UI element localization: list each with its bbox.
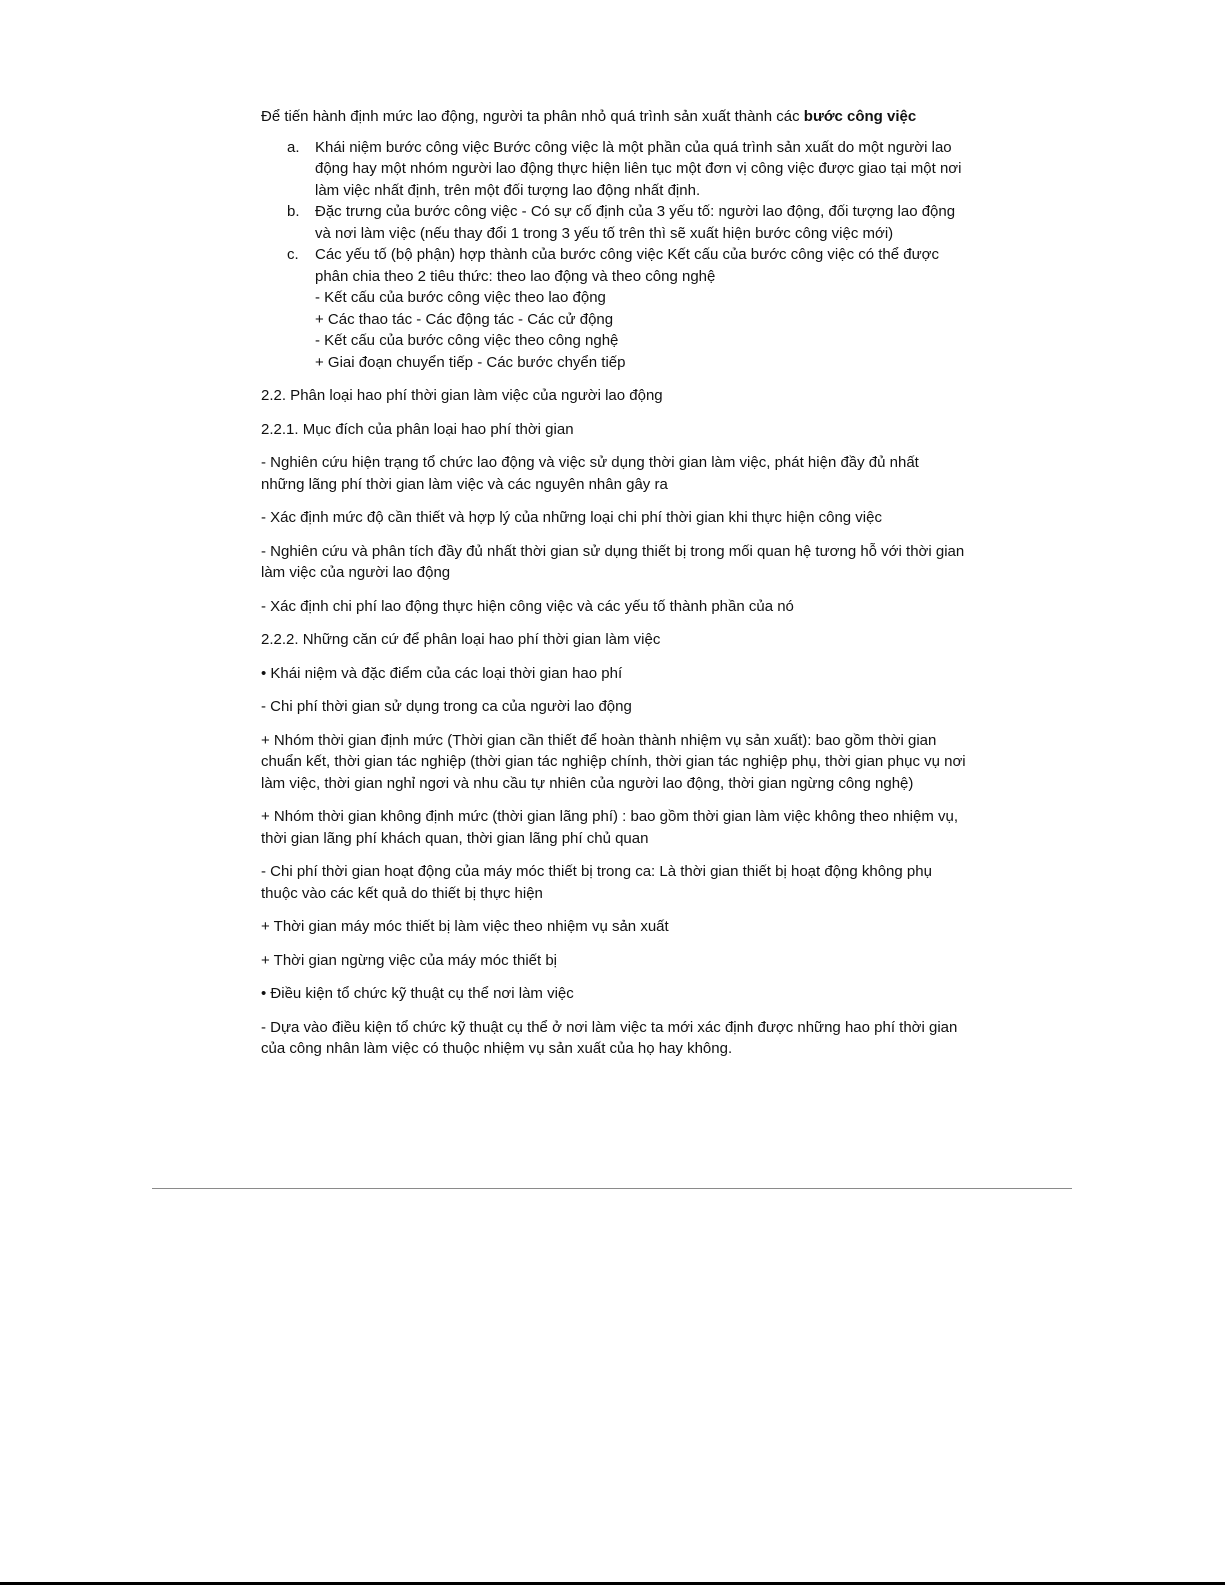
list-subline: + Các thao tác - Các động tác - Các cử động	[315, 310, 614, 328]
subsection-heading: 2.2.2. Những căn cứ để phân loại hao phí thời gian làm việc	[261, 631, 661, 648]
list-item	[261, 201, 966, 244]
document-body	[261, 106, 966, 1072]
intro-paragraph	[261, 106, 966, 128]
bullet-paragraph: • Khái niệm và đặc điểm của các loại thời gian hao phí	[261, 664, 623, 682]
paragraph: - Xác định chi phí lao động thực hiện công việc và các yếu tố thành phần của nó	[261, 597, 794, 615]
list-marker: a.	[287, 138, 300, 156]
paragraph: + Nhóm thời gian định mức (Thời gian cần thiết để hoàn thành nhiệm vụ sản xuất): bao gồm thời gian chuẩn kết, thời gian tác nghiệp (thời gian tác nghiệp chính, thời gian tác nghiệp phụ, thời gian phục vụ nơi làm việc, thời gian nghỉ ngơi và nhu cầu tự nhiên của người lao động, thời gian ngừng công nghệ)	[261, 731, 966, 792]
list-subline: + Giai đoạn chuyển tiếp - Các bước chyển tiếp	[315, 353, 626, 371]
list-subline: - Kết cấu của bước công việc theo công nghệ	[315, 332, 619, 349]
list-subline: - Kết cấu của bước công việc theo lao động	[315, 289, 606, 306]
list-item-text: Các yếu tố (bộ phận) hợp thành của bước công việc Kết cấu của bước công việc có thể được phân chia theo 2 tiêu thức: theo lao động và theo công nghệ	[315, 246, 939, 285]
intro-text: Để tiến hành định mức lao động, người ta phân nhỏ quá trình sản xuất thành các	[261, 108, 804, 125]
paragraph: - Chi phí thời gian sử dụng trong ca của người lao động	[261, 698, 632, 715]
step-list	[261, 137, 966, 374]
paragraph: + Thời gian ngừng việc của máy móc thiết bị	[261, 951, 558, 969]
list-item	[261, 244, 966, 373]
list-item-text: Đặc trưng của bước công việc - Có sự cố định của 3 yếu tố: người lao động, đối tượng lao động và nơi làm việc (nếu thay đổi 1 trong 3 yếu tố trên thì sẽ xuất hiện bước công việc mới)	[315, 203, 956, 242]
list-item-text: Khái niệm bước công việc Bước công việc là một phần của quá trình sản xuất do một người lao động hay một nhóm người lao động thực hiện liên tục một đơn vị công việc được giao tại một nơi làm việc nhất định, trên một đối tượng lao động nhất định.	[315, 138, 962, 199]
list-marker: b.	[287, 203, 300, 220]
paragraph: - Xác định mức độ cần thiết và hợp lý của những loại chi phí thời gian khi thực hiện công việc	[261, 509, 882, 526]
paragraph: - Nghiên cứu hiện trạng tổ chức lao động và việc sử dụng thời gian làm việc, phát hiện đầy đủ nhất những lãng phí thời gian làm việc và các nguyên nhân gây ra	[261, 454, 919, 493]
paragraph: - Nghiên cứu và phân tích đầy đủ nhất thời gian sử dụng thiết bị trong mối quan hệ tương hỗ với thời gian làm việc của người lao động	[261, 542, 965, 581]
paragraph: - Dựa vào điều kiện tổ chức kỹ thuật cụ thể ở nơi làm việc ta mới xác định được những hao phí thời gian của công nhân làm việc có thuộc nhiệm vụ sản xuất của họ hay không.	[261, 1018, 958, 1057]
list-item	[261, 137, 966, 202]
paragraph: + Thời gian máy móc thiết bị làm việc theo nhiệm vụ sản xuất	[261, 918, 669, 935]
bullet-paragraph: • Điều kiện tổ chức kỹ thuật cụ thể nơi làm việc	[261, 985, 574, 1002]
page-separator	[152, 1188, 1072, 1189]
list-marker: c.	[287, 246, 299, 263]
section-heading: 2.2. Phân loại hao phí thời gian làm việc của người lao động	[261, 387, 663, 404]
intro-bold-term: bước công việc	[803, 108, 917, 125]
subsection-heading: 2.2.1. Mục đích của phân loại hao phí thời gian	[261, 420, 574, 438]
paragraph: + Nhóm thời gian không định mức (thời gian lãng phí) : bao gồm thời gian làm việc không theo nhiệm vụ, thời gian lãng phí khách quan, thời gian lãng phí chủ quan	[261, 808, 959, 847]
paragraph: - Chi phí thời gian hoạt động của máy móc thiết bị trong ca: Là thời gian thiết bị hoạt động không phụ thuộc vào các kết quả do thiết bị thực hiện	[261, 863, 932, 902]
